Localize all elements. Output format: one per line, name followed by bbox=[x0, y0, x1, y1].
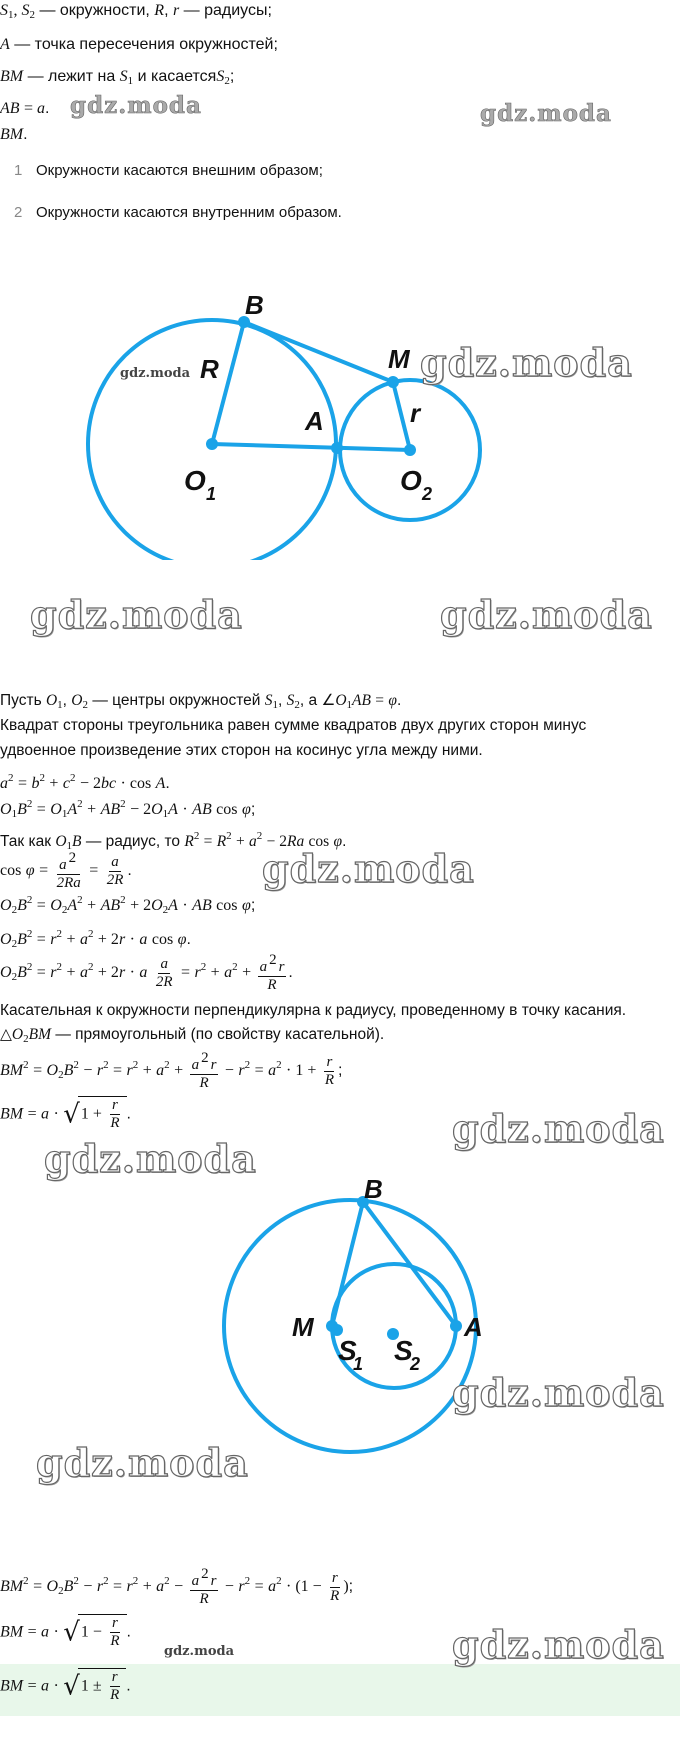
formula-bm-internal: BM = a · √1 − $\frac{r}{R}$ . bbox=[0, 1615, 131, 1649]
tangent-statement: Касательная к окружности перпендикулярна к радиусу, проведенному в точку касания. bbox=[0, 1002, 627, 1019]
point-a bbox=[331, 442, 343, 454]
formula-o2b-1: $O2B^2 = O2A^2 + AB^2 + 2O2A$ · AB cos φ; bbox=[0, 894, 256, 916]
label-r-small: r bbox=[410, 398, 421, 428]
watermark: gdz.moda bbox=[44, 1136, 257, 1181]
segment-b-a bbox=[363, 1202, 456, 1326]
label-r-big: R bbox=[200, 354, 219, 384]
watermark: gdz.moda bbox=[262, 846, 475, 891]
label-a: A bbox=[464, 1312, 483, 1342]
label-s2-sub: 2 bbox=[410, 1354, 421, 1374]
point-a bbox=[450, 1320, 462, 1332]
label-s1-sub: 1 bbox=[353, 1354, 364, 1374]
formula-bm-external: BM = a · √1 + $\frac{r}{R}$ . bbox=[0, 1097, 131, 1131]
given-point-a: A — точка пересечения окружностей; bbox=[0, 36, 278, 53]
watermark: gdz.moda bbox=[480, 100, 612, 127]
watermark: gdz.moda bbox=[452, 1106, 665, 1151]
label-m: M bbox=[388, 344, 410, 374]
label-o1: O bbox=[184, 465, 206, 496]
find-bm: BM. bbox=[0, 126, 28, 143]
segment-o1-o2 bbox=[212, 444, 410, 450]
watermark: gdz.moda bbox=[36, 1440, 249, 1485]
watermark: gdz.moda bbox=[452, 1622, 665, 1667]
label-m: M bbox=[292, 1312, 314, 1342]
formula-o2b-2: $O2B^2 = r^2 + a^2 + 2r \cdot a$ cos φ. bbox=[0, 928, 191, 950]
point-o2 bbox=[404, 444, 416, 456]
solution-intro: Пусть O1, O2 — центры окружностей S1, S2, а ∠O1AB = φ. bbox=[0, 692, 402, 711]
given-circles: S1, S2 — окружности, R, r — радиусы; bbox=[0, 2, 272, 21]
radius-statement: Так как O1B — радиус, то $R^2 = R^2 + a^2 - 2Ra$ cos φ. bbox=[0, 830, 347, 852]
formula-o2b-3: $O2B^2 = r^2 + a^2 + 2r \cdot a$ $\frac{a}{2R}$ = $r^2 + a^2$ + $\frac{a 2 r}{R}$ . bbox=[0, 952, 293, 993]
watermark: gdz.moda bbox=[120, 366, 191, 381]
point-m bbox=[387, 376, 399, 388]
formula-answer: BM = a · √1 ± $\frac{r}{R}$ . bbox=[0, 1669, 131, 1703]
given-ab: AB = a. bbox=[0, 100, 50, 117]
label-b: B bbox=[364, 1180, 383, 1204]
label-s1: S bbox=[338, 1335, 357, 1366]
watermark: gdz.moda bbox=[440, 592, 653, 637]
watermark: gdz.moda bbox=[164, 1644, 235, 1659]
given-tangent: BM — лежит на S1 и касаетсяS2; bbox=[0, 68, 235, 87]
formula-cosine-law: $a^2 = b^2 + c^2 - 2bc \cdot \cos A$. bbox=[0, 772, 170, 792]
circle-big bbox=[224, 1200, 476, 1452]
point-o1 bbox=[206, 438, 218, 450]
watermark: gdz.moda bbox=[70, 92, 202, 119]
formula-o1b: $O1B^2 = O1A^2 + AB^2 - 2O1A$ · AB cos φ; bbox=[0, 798, 256, 820]
watermark: gdz.moda bbox=[420, 340, 633, 385]
cosine-law-text-2: удвоенное произведение этих сторон на косинус угла между ними. bbox=[0, 742, 483, 759]
watermark: gdz.moda bbox=[30, 592, 243, 637]
formula-cos-phi: cos φ = $\frac{a 2}{2Ra}$ = $\frac{a}{2R}$ . bbox=[0, 850, 132, 891]
watermark: gdz.moda bbox=[452, 1370, 665, 1415]
right-triangle-statement: △O2BM — прямоугольный (по свойству касательной). bbox=[0, 1026, 385, 1045]
label-b: B bbox=[245, 290, 264, 320]
segment-o2-m bbox=[393, 382, 410, 450]
cosine-law-text-1: Квадрат стороны треугольника равен сумме квадратов двух других сторон минус bbox=[0, 717, 587, 734]
circle-small bbox=[332, 1264, 456, 1388]
label-s2: S bbox=[394, 1335, 413, 1366]
list-item: 2 Окружности касаются внутренним образом. bbox=[14, 204, 342, 221]
label-o1-sub: 1 bbox=[206, 484, 217, 504]
label-o2: O bbox=[400, 465, 422, 496]
figure-internal-tangency bbox=[0, 1180, 680, 1480]
label-o2-sub: 2 bbox=[422, 484, 433, 504]
tangent-bm bbox=[244, 322, 393, 382]
figure-external-tangency bbox=[0, 270, 680, 560]
label-a: A bbox=[305, 406, 324, 436]
segment-m-b bbox=[332, 1202, 363, 1326]
formula-bm2-external: $BM^2 = O2B^2 - r^2 = r^2 + a^2$ + $\frac{a 2 r}{R}$ − $r^2 = a^2 \cdot 1$ + $\frac{r}{R}$ ; bbox=[0, 1050, 343, 1091]
formula-bm2-internal: $BM^2 = O2B^2 - r^2 = r^2 + a^2$ − $\frac{a 2 r}{R}$ − $r^2 = a^2 \cdot (1$ − $\frac{r}{R}$ ); bbox=[0, 1566, 354, 1607]
list-item: 1 Окружности касаются внешним образом; bbox=[14, 162, 323, 179]
